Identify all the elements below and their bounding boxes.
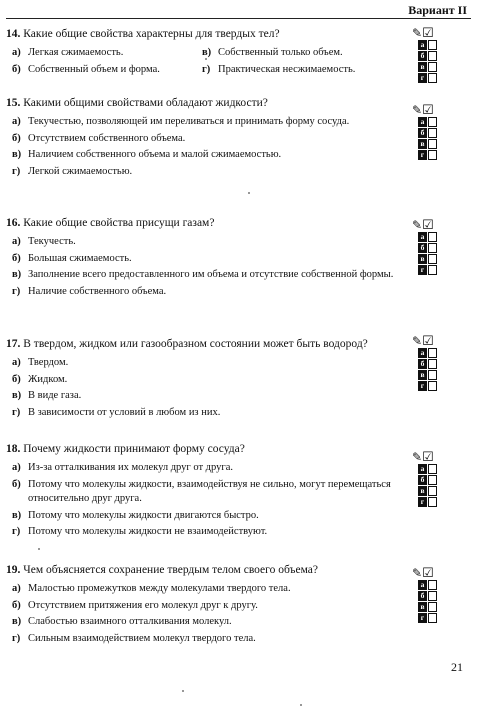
question-15	[6, 96, 406, 181]
answer-checkbox[interactable]	[428, 370, 437, 380]
answer-marks	[412, 566, 458, 580]
answer-text: Легкой сжимаемостью.	[28, 165, 133, 177]
pencil-icon: ✎	[412, 566, 423, 580]
question-text: Какие общие свойства присущи газам?	[23, 217, 215, 229]
answer-box-15	[412, 102, 458, 161]
answer-letter: в)	[12, 509, 22, 521]
answer-option-letter: а	[418, 348, 427, 358]
checkbox-icon: ☑	[422, 565, 434, 580]
answer-option-row	[418, 117, 458, 127]
question-text: В твердом, жидком или газообразном состоянии может быть водород?	[23, 338, 368, 350]
scan-speck	[38, 548, 40, 550]
answer-checkbox[interactable]	[428, 602, 437, 612]
checkbox-icon: ☑	[422, 25, 434, 40]
answer-letter: а)	[12, 357, 21, 368]
answer-option-row	[418, 613, 458, 623]
answer-letter: г)	[12, 165, 21, 177]
answer-option-row	[418, 370, 458, 380]
question-number: 14.	[6, 28, 21, 40]
answer-text: Собственный только объем.	[218, 47, 343, 58]
scan-speck	[182, 690, 184, 692]
answer-text: Жидком.	[28, 373, 68, 385]
answer-option-letter: в	[418, 62, 427, 72]
answer-option-letter: б	[418, 51, 427, 61]
answer-option-letter: в	[418, 254, 427, 264]
answer-text: Из-за отталкивания их молекул друг от друга.	[28, 462, 233, 473]
answer-checkbox[interactable]	[428, 475, 437, 485]
question-text: Какими общими свойствами обладают жидкости?	[23, 97, 268, 109]
answer-checkbox[interactable]	[428, 497, 437, 507]
answer-option-letter: г	[418, 381, 427, 391]
answer-letter: г)	[12, 285, 21, 297]
answer-option-row	[418, 580, 458, 590]
answer-option-row	[418, 359, 458, 369]
answer-option-row	[418, 40, 458, 50]
checkbox-icon: ☑	[422, 333, 434, 348]
answer-letter: г)	[12, 406, 21, 418]
answer-letter: а)	[12, 583, 21, 594]
answer-option-row	[418, 591, 458, 601]
answer-option-letter: г	[418, 497, 427, 507]
question-18	[6, 442, 406, 542]
answer-checkbox[interactable]	[428, 128, 437, 138]
answer-option-row	[418, 475, 458, 485]
answer-text: Сильным взаимодействием молекул твердого тела.	[28, 632, 256, 644]
answer-option-row	[418, 602, 458, 612]
answer-option-row	[418, 139, 458, 149]
answer-option-row	[418, 348, 458, 358]
answer-option-row	[418, 243, 458, 253]
answer-letter: а)	[12, 236, 21, 247]
answer-option-letter: б	[418, 591, 427, 601]
answer-letter: б)	[12, 478, 21, 490]
answer-item	[6, 148, 406, 163]
answer-checkbox[interactable]	[428, 51, 437, 61]
answer-list	[6, 356, 406, 420]
question-text: Какие общие свойства характерны для твердых тел?	[23, 28, 280, 40]
answer-item	[6, 615, 406, 630]
answer-option-row	[418, 486, 458, 496]
answer-marks	[412, 450, 458, 464]
answer-letter: б)	[12, 63, 21, 75]
answer-option-row	[418, 381, 458, 391]
pencil-icon: ✎	[412, 103, 423, 117]
answer-letter: а)	[12, 462, 21, 473]
answer-text: Текучесть.	[28, 236, 76, 247]
scan-speck	[248, 192, 250, 194]
answer-option-letter: б	[418, 359, 427, 369]
checkbox-icon: ☑	[422, 217, 434, 232]
answer-text: Текучестью, позволяющей им переливаться и принимать форму сосуда.	[28, 116, 350, 127]
answer-checkbox[interactable]	[428, 150, 437, 160]
pencil-icon: ✎	[412, 218, 423, 232]
answer-letter: б)	[12, 252, 21, 264]
answer-text: Большая сжимаемость.	[28, 252, 132, 264]
answer-item	[6, 373, 406, 388]
answer-item	[6, 252, 406, 267]
answer-item	[6, 582, 406, 597]
answer-text: Отсутствием собственного объема.	[28, 132, 186, 144]
question-19	[6, 563, 406, 648]
pencil-icon: ✎	[412, 450, 423, 464]
answer-option-letter: б	[418, 243, 427, 253]
pencil-icon: ✎	[412, 26, 423, 40]
answer-letter: б)	[12, 132, 21, 144]
question-number: 18.	[6, 443, 21, 455]
answer-letter: в)	[12, 269, 22, 280]
answer-box-16	[412, 217, 458, 276]
answer-marks	[412, 218, 458, 232]
answer-option-letter: а	[418, 40, 427, 50]
answer-option-letter: в	[418, 139, 427, 149]
answer-text: Собственный объем и форма.	[28, 63, 160, 75]
question-number: 17.	[6, 338, 21, 350]
answer-text: В зависимости от условий в любом из них.	[28, 406, 221, 418]
answer-text: В виде газа.	[28, 390, 82, 401]
answer-option-row	[418, 73, 458, 83]
answer-list	[6, 461, 406, 540]
answer-checkbox[interactable]	[428, 381, 437, 391]
answer-item	[6, 478, 406, 507]
answer-checkbox[interactable]	[428, 243, 437, 253]
answer-option-letter: в	[418, 486, 427, 496]
answer-box-18	[412, 449, 458, 508]
question-title	[6, 27, 406, 41]
answer-option-letter: г	[418, 265, 427, 275]
answer-checkbox[interactable]	[428, 591, 437, 601]
question-text: Почему жидкости принимают форму сосуда?	[23, 443, 245, 455]
answer-checkbox[interactable]	[428, 40, 437, 50]
answer-marks	[412, 334, 458, 348]
answer-letter: а)	[12, 116, 21, 127]
answer-text: Заполнение всего предоставленного им объема и отсутствие собственной формы.	[28, 269, 394, 280]
answer-text: Потому что молекулы жидкости не взаимодействуют.	[28, 526, 268, 537]
answer-letter: б)	[12, 599, 21, 611]
answer-checkbox[interactable]	[428, 348, 437, 358]
answer-list	[6, 582, 406, 646]
question-17	[6, 337, 406, 422]
answer-checkbox[interactable]	[428, 62, 437, 72]
answer-checkbox[interactable]	[428, 265, 437, 275]
answer-list	[6, 46, 406, 77]
answer-option-row	[418, 62, 458, 72]
answer-item	[6, 115, 406, 130]
answer-box-14	[412, 25, 458, 84]
answer-option-letter: а	[418, 580, 427, 590]
question-title	[6, 563, 406, 577]
answer-checkbox[interactable]	[428, 117, 437, 127]
answer-letter: б)	[12, 373, 21, 385]
question-title	[6, 216, 406, 230]
answer-item	[6, 525, 406, 540]
answer-option-letter: г	[418, 73, 427, 83]
answer-letter: в)	[202, 47, 212, 58]
question-title	[6, 337, 406, 351]
answer-letter: г)	[12, 632, 21, 644]
answer-option-letter: г	[418, 150, 427, 160]
variant-label: Вариант II	[408, 3, 467, 17]
answer-option-letter: б	[418, 475, 427, 485]
answer-text: Потому что молекулы жидкости, взаимодействуя не сильно, могут перемещаться относительно друг друга.	[28, 478, 391, 504]
answer-option-row	[418, 464, 458, 474]
answer-option-letter: а	[418, 464, 427, 474]
answer-marks	[412, 26, 458, 40]
answer-item	[6, 389, 406, 404]
answer-option-letter: а	[418, 232, 427, 242]
answer-text: Отсутствием притяжения его молекул друг к другу.	[28, 599, 258, 611]
answer-text: Легкая сжимаемость.	[28, 47, 124, 58]
pencil-icon: ✎	[412, 334, 423, 348]
answer-list	[6, 235, 406, 299]
answer-checkbox[interactable]	[428, 73, 437, 83]
checkbox-icon: ☑	[422, 102, 434, 117]
answer-item	[6, 268, 406, 283]
answer-text: Наличие собственного объема.	[28, 285, 167, 297]
answer-text: Наличием собственного объема и малой сжимаемостью.	[28, 149, 282, 160]
answer-letter: в)	[12, 390, 22, 401]
answer-item	[6, 132, 406, 147]
question-14	[6, 27, 406, 79]
answer-checkbox[interactable]	[428, 464, 437, 474]
answer-checkbox[interactable]	[428, 613, 437, 623]
page-number: 21	[451, 660, 463, 674]
answer-option-row	[418, 265, 458, 275]
answer-checkbox[interactable]	[428, 232, 437, 242]
answer-checkbox[interactable]	[428, 580, 437, 590]
answer-letter: а)	[12, 47, 21, 58]
scan-speck	[205, 58, 207, 60]
answer-marks	[412, 103, 458, 117]
answer-row	[6, 63, 406, 78]
answer-text: Твердом.	[28, 357, 69, 368]
answer-item	[6, 599, 406, 614]
answer-letter: в)	[12, 149, 22, 160]
answer-item	[6, 235, 406, 250]
answer-item	[6, 165, 406, 180]
scan-speck	[300, 704, 302, 706]
answer-item	[6, 406, 406, 421]
answer-option-row	[418, 150, 458, 160]
answer-letter: г)	[202, 63, 211, 75]
answer-option-row	[418, 51, 458, 61]
answer-option-row	[418, 232, 458, 242]
answer-checkbox[interactable]	[428, 254, 437, 264]
answer-option-row	[418, 254, 458, 264]
question-text: Чем объясняется сохранение твердым телом своего объема?	[23, 564, 318, 576]
answer-text: Слабостью взаимного отталкивания молекул.	[28, 616, 232, 627]
answer-option-letter: в	[418, 602, 427, 612]
question-title	[6, 442, 406, 456]
question-number: 15.	[6, 97, 21, 109]
answer-option-letter: а	[418, 117, 427, 127]
question-title	[6, 96, 406, 110]
answer-item	[6, 509, 406, 524]
answer-item	[6, 356, 406, 371]
answer-checkbox[interactable]	[428, 139, 437, 149]
answer-letter: г)	[12, 526, 21, 537]
answer-checkbox[interactable]	[428, 486, 437, 496]
answer-option-row	[418, 128, 458, 138]
answer-checkbox[interactable]	[428, 359, 437, 369]
answer-option-letter: в	[418, 370, 427, 380]
question-16	[6, 216, 406, 301]
answer-text: Малостью промежутков между молекулами твердого тела.	[28, 583, 291, 594]
answer-item	[6, 632, 406, 647]
answer-list	[6, 115, 406, 179]
answer-option-row	[418, 497, 458, 507]
answer-item	[6, 461, 406, 476]
answer-box-19	[412, 565, 458, 624]
answer-box-17	[412, 333, 458, 392]
question-number: 16.	[6, 217, 21, 229]
question-number: 19.	[6, 564, 21, 576]
header-divider	[6, 18, 471, 19]
checkbox-icon: ☑	[422, 449, 434, 464]
answer-option-letter: б	[418, 128, 427, 138]
answer-item	[6, 285, 406, 300]
answer-option-letter: г	[418, 613, 427, 623]
answer-letter: в)	[12, 616, 22, 627]
answer-text: Практическая несжимаемость.	[218, 63, 356, 75]
answer-text: Потому что молекулы жидкости двигаются быстро.	[28, 509, 259, 521]
